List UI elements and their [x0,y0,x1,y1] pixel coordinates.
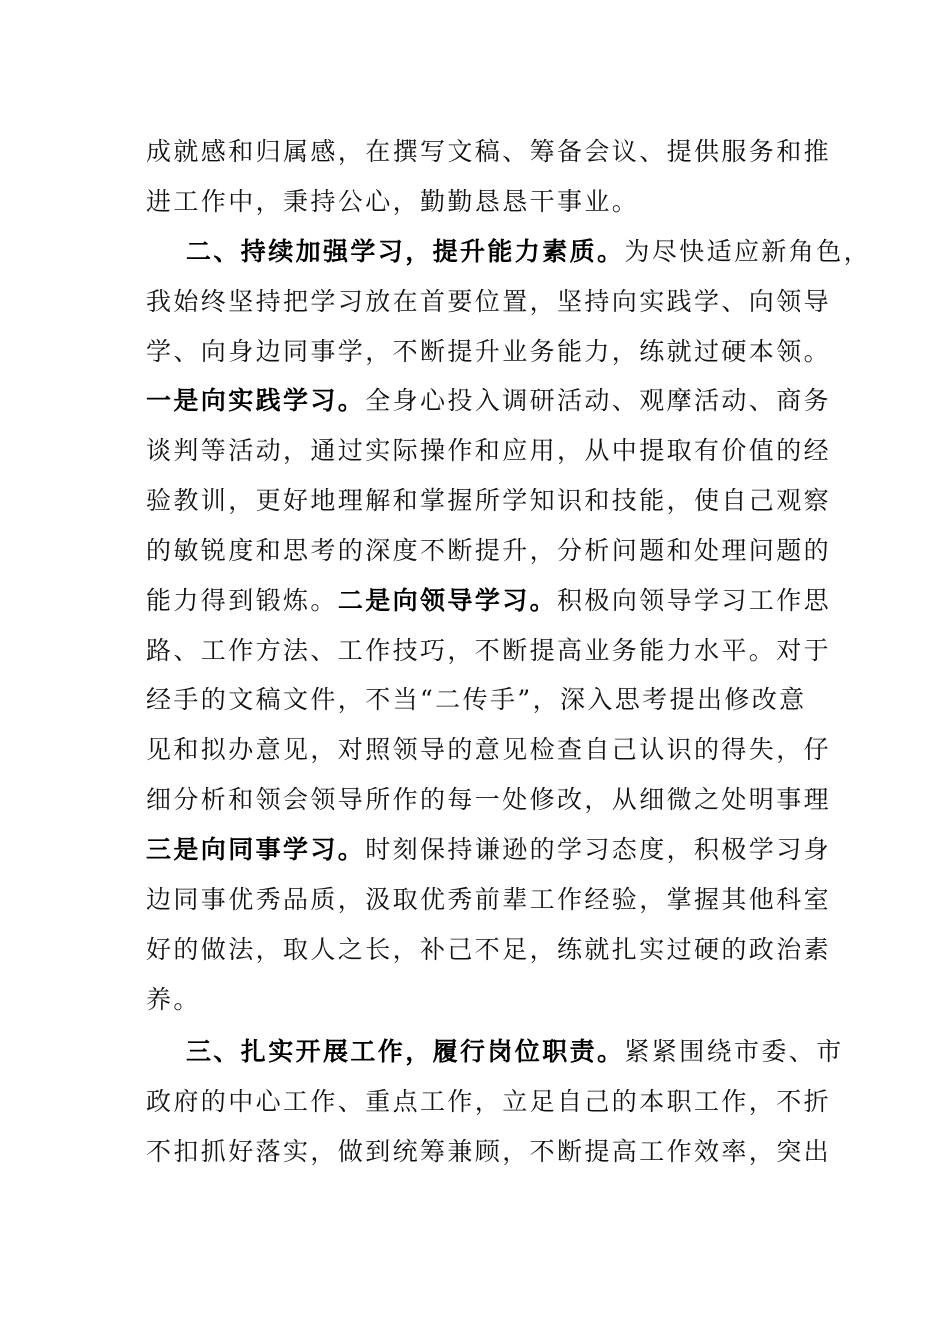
line-text: 边同事优秀品质，汲取优秀前辈工作经验，掌握其他科室 [146,885,832,914]
text-line [146,332,836,372]
text-line [146,531,836,571]
line-text: 经手的文稿文件，不当“二传手”，深入思考提出修改意 [146,685,807,714]
section-heading-bold: 三、扎实开展工作，履行岗位职责。 [186,1037,625,1066]
text-line [146,1132,836,1172]
text-line [146,631,836,671]
text-line [146,930,836,970]
text-line [146,431,836,471]
line-text: 成就感和归属感，在撰写文稿、筹备会议、提供服务和推 [146,137,832,166]
text-line [146,381,836,421]
text-line [146,282,836,322]
line-text: 进工作中，秉持公心，勤勤恳恳干事业。 [146,187,640,216]
line-text: 见和拟办意见，对照领导的意见检查自己认识的得失，仔 [146,735,832,764]
text-line [146,481,836,521]
text-line [146,182,836,222]
line-text: 积极向领导学习工作思 [557,586,832,615]
text-line [146,1082,836,1122]
line-text: 验教训，更好地理解和掌握所学知识和技能，使自己观察 [146,486,832,515]
text-line [146,830,836,870]
section-heading-3 [186,1032,876,1072]
line-text: 好的做法，取人之长，补己不足，练就扎实过硬的政治素 [146,935,832,964]
subheading-bold: 一是向实践学习。 [146,386,366,415]
line-text: 为尽快适应新角色， [624,237,872,266]
line-text: 不扣抓好落实，做到统筹兼顾，不断提高工作效率，突出 [146,1137,832,1166]
section-heading-2 [186,232,876,272]
line-text: 的敏锐度和思考的深度不断提升，分析问题和处理问题的 [146,536,832,565]
line-text: 谈判等活动，通过实际操作和应用，从中提取有价值的经 [146,436,832,465]
line-text: 政府的中心工作、重点工作，立足自己的本职工作，不折 [146,1087,832,1116]
text-line [146,780,836,820]
line-text: 我始终坚持把学习放在首要位置，坚持向实践学、向领导 [146,287,832,316]
text-line [146,880,836,920]
line-text: 时刻保持谦逊的学习态度，积极学习身 [365,835,832,864]
line-text: 能力得到锻炼。 [146,586,338,615]
text-line [146,980,836,1020]
subheading-bold: 二是向领导学习。 [337,586,558,615]
line-text: 路、工作方法、工作技巧，不断提高业务能力水平。对于 [146,636,832,665]
text-line [146,680,836,720]
line-text: 细分析和领会领导所作的每一处修改，从细微之处明事理 [146,785,832,814]
text-line [146,730,836,770]
subheading-bold: 三是向同事学习。 [146,835,366,864]
line-text: 紧紧围绕市委、市 [624,1037,844,1066]
text-line [146,132,836,172]
line-text: 养。 [146,985,201,1014]
text-line [146,581,836,621]
line-text: 全身心投入调研活动、观摩活动、商务 [365,386,832,415]
section-heading-bold: 二、持续加强学习，提升能力素质。 [186,237,625,266]
line-text: 学、向身边同事学，不断提升业务能力，练就过硬本领。 [146,337,832,366]
